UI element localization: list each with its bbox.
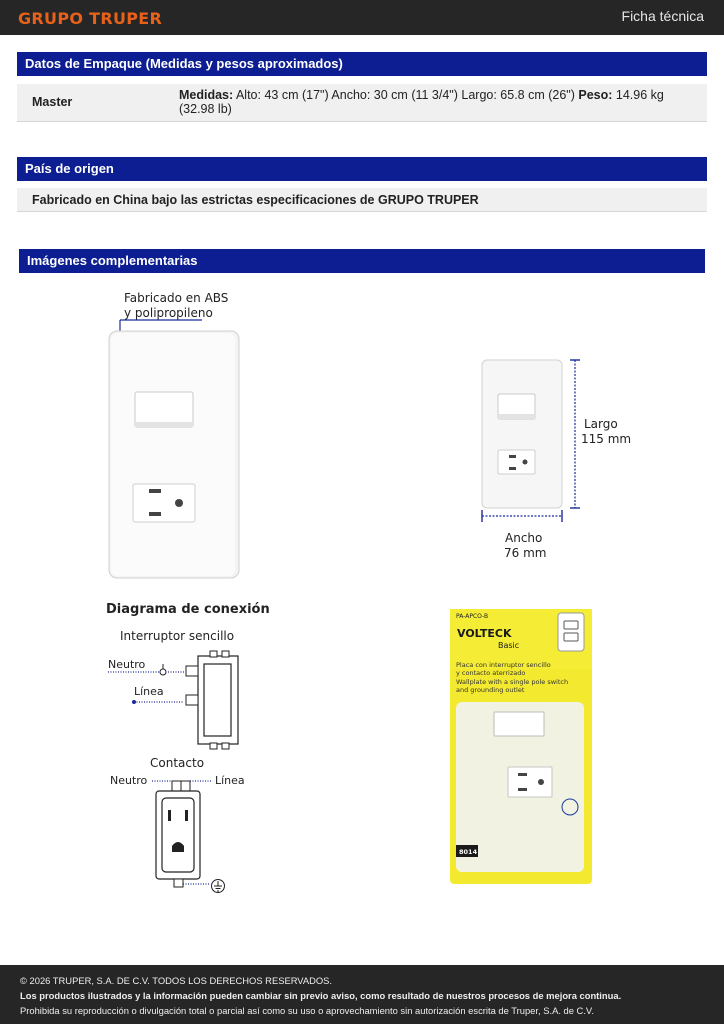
packaging-row-label: Master [32, 95, 73, 109]
ancho-label: Ancho [505, 531, 543, 545]
top-bar [0, 0, 724, 35]
brand-logo: GRUPO TRUPER [18, 9, 163, 28]
package-artwork [446, 607, 596, 887]
package-sku: 8014 [459, 848, 478, 856]
wallplate-front-image [100, 318, 250, 583]
largo-label: Largo [584, 417, 618, 431]
diagram-title: Diagrama de conexión [106, 602, 270, 617]
footer [0, 965, 724, 1024]
switch-title: Interruptor sencillo [120, 629, 235, 643]
packaging-row [17, 84, 707, 122]
material-label-line2: y polipropileno [124, 306, 213, 320]
package-desc-1: Placa con interruptor sencillo [456, 661, 551, 669]
section-header-packaging: Datos de Empaque (Medidas y pesos aproximados) [17, 52, 707, 76]
package-desc-4: and grounding outlet [456, 686, 525, 694]
package-brand: VOLTECK [457, 627, 512, 640]
switch-linea-label: Línea [134, 685, 164, 698]
measures-label: Medidas: [179, 88, 234, 102]
weight-label: Peso: [578, 88, 613, 102]
largo-value: 115 mm [581, 432, 632, 446]
wallplate-dimensions-image [474, 352, 586, 522]
package-desc-2: y contacto aterrizado [456, 669, 526, 677]
package-code: PA-APCO-B [456, 613, 489, 620]
weight-text: 14.96 kg (32.98 lb) [179, 88, 664, 116]
product-package-image [446, 607, 596, 887]
packaging-row-value [179, 88, 694, 116]
contact-neutro-label: Neutro [110, 774, 148, 787]
doc-type-label: Ficha técnica [621, 8, 704, 24]
footer-legal: Prohibida su reproducción o divulgación total o parcial así como su uso o aprovechamiento sin autorización escrita de Truper, S.A. de C.V. [20, 1005, 594, 1016]
footer-notice: Los productos ilustrados y la información pueden cambiar sin previo aviso, como resultado de nuestros procesos de mejora continua. [20, 990, 622, 1001]
section-header-images: Imágenes complementarias [19, 249, 705, 273]
origin-row [17, 188, 707, 212]
section-header-origin: País de origen [17, 157, 707, 181]
ancho-value: 76 mm [504, 546, 547, 560]
footer-copyright: © 2026 TRUPER, S.A. DE C.V. TODOS LOS DERECHOS RESERVADOS. [20, 975, 333, 986]
contact-linea-label: Línea [215, 774, 245, 787]
switch-wiring-diagram [106, 650, 246, 750]
measures-text: Alto: 43 cm (17") Ancho: 30 cm (11 3/4") Largo: 65.8 cm (26") [233, 88, 579, 102]
switch-neutro-label: Neutro [108, 658, 146, 671]
contact-title: Contacto [150, 756, 205, 770]
package-line: Basic [498, 641, 520, 650]
package-desc-3: Wallplate with a single pole switch [456, 678, 569, 686]
origin-text: Fabricado en China bajo las estrictas especificaciones de GRUPO TRUPER [32, 193, 479, 207]
material-label-line1: Fabricado en ABS [124, 291, 229, 305]
outlet-wiring-diagram [150, 776, 240, 896]
